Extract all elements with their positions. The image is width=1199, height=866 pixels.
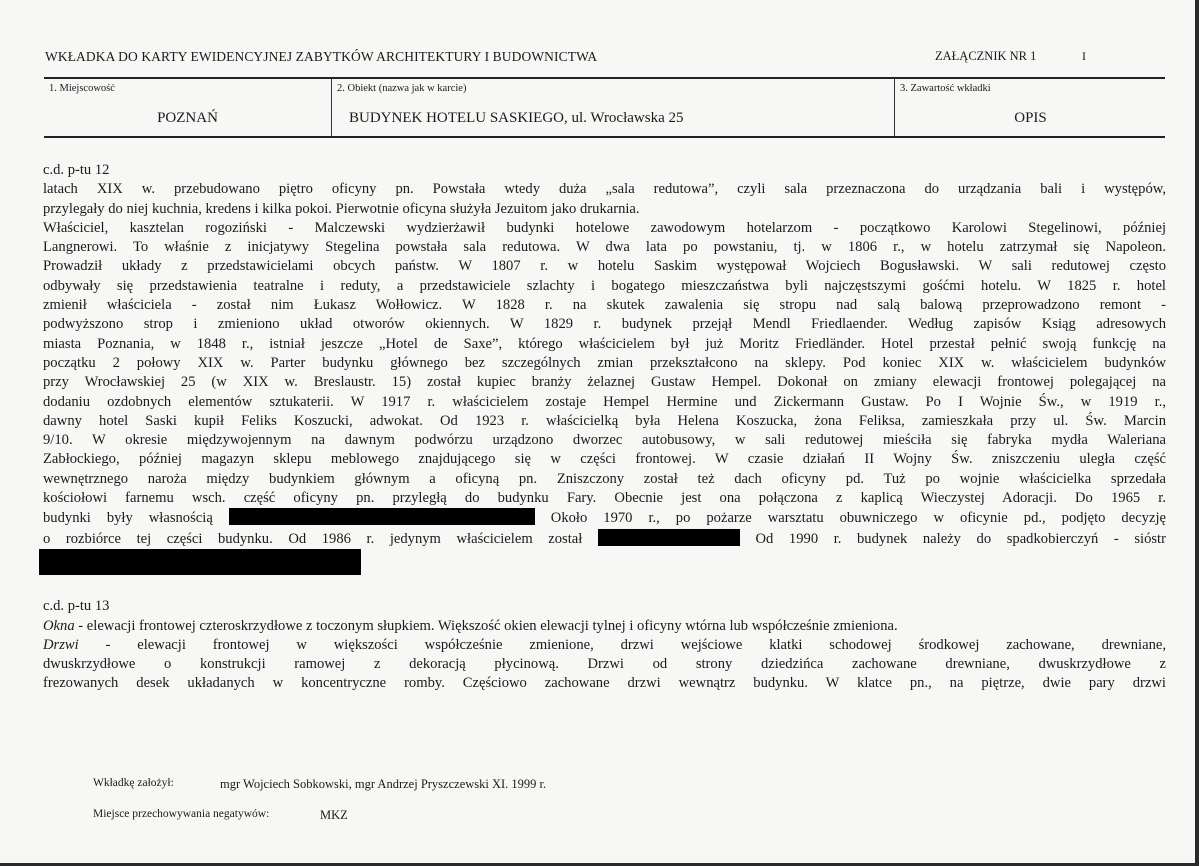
text-line: kościołowi farnemu wsch. część oficyny pn. przyległą do budynku Fary. Obecnie jest ona połączona z kaplicą Wieczystej Adoracji. Do 1965 r.	[43, 490, 1166, 507]
redaction-bar	[39, 549, 361, 575]
text-line: frezowanych desek układanych w koncentryczne romby. Częściowo zachowane drzwi wewnątrz budynku. W klatce pn., na piętrze, dwie pary drzwi	[43, 675, 1166, 692]
text-line: Langnerowi. To właśnie z inicjatywy Stegelina powstała sala redutowa. W dwa lata po powstaniu, tj. w 1806 r., w hotelu zatrzymał się Napoleon.	[43, 239, 1166, 256]
redaction-bar	[598, 529, 740, 546]
text-line: podwyższono strop i zmieniono układ otworów okiennych. W 1829 r. budynek przejął Mendl Friedlaender. Według zapisów Ksiąg adresowych	[43, 316, 1166, 333]
windows-line	[43, 617, 1166, 636]
locality-cell	[44, 79, 331, 136]
text-fragment: Od 1990 r. budynek należy do spadkobierczyń - sióstr	[755, 530, 1166, 547]
object-cell	[331, 79, 895, 136]
text-line: Właściciel, kasztelan rogoziński - Malczewski wydzierżawił budynki hotelowe zawodowym hotelarzom - początkowo Karolowi Stegelinowi, później	[43, 219, 1166, 236]
info-table	[44, 77, 1165, 138]
text-line: odbywały się przedstawienia teatralne i reduty, a przedstawiciele szlachty i bogatego mieszczaństwa byli najczęstszymi gośćmi hotelu. W 1825 r. hotel	[43, 277, 1166, 294]
text-line-redacted	[43, 529, 1166, 549]
text-line: Zabłockiego, później magazyn sklepu meblowego znajdującego się w części frontowej. W czasie działań II Wojny Św. zniszczeniu uległa część	[43, 451, 1166, 468]
text-line: dodaniu ozdobnych elementów sztukaterii. W 1917 r. właścicielem zostaje Hempel Hermine und Zickermann Gustaw. Po I Wojnie Św., w 1919 r.,	[43, 393, 1166, 410]
text-line: 9/10. W okresie międzywojennym na dawnym podwórzu urządzono dworzec autobusowy, w sali redutowej mieściła się fabryka mydła Waleriana	[43, 432, 1166, 449]
description-body	[43, 161, 1166, 694]
storage-label: Miejsce przechowywania negatywów:	[93, 808, 270, 820]
text-line: dawny hotel Saski kupił Feliks Koszucki, adwokat. Od 1923 r. właścicielką była Helena Koszucka, żona Feliksa, zamieszkała przy ul. Św. Marcin	[43, 412, 1166, 429]
locality-value: POZNAŃ	[157, 110, 218, 126]
author-label: Wkładkę założył:	[93, 777, 174, 789]
text-line: przylegały do niej kuchnia, kredens i kilka pokoi. Pierwotnie oficyna służyła Jezuitom jako drukarnia.	[43, 200, 640, 217]
text-line: dwuskrzydłowe o konstrukcji ramowej z dekoracją płycinową. Drzwi od strony dziedzińca zachowane drewniane, dwuskrzydłowe z	[43, 656, 1166, 673]
text-fragment: Około 1970 r., po pożarze warsztatu obuwniczego w oficynie pd., podjęto decyzję	[550, 510, 1166, 527]
windows-text: - elewacji frontowej czteroskrzydłowe z toczonym słupkiem. Większość okien elewacji tylnej i oficyny wtórna lub współcześnie zmieniona.	[74, 617, 898, 634]
text-line: latach XIX w. przebudowano piętro oficyny pn. Powstała wtedy duża „sala redutowa”, czyli sala przeznaczona do urządzania bali i występów,	[43, 181, 1166, 198]
storage-value: MKZ	[320, 808, 348, 822]
annex-number: ZAŁĄCZNIK NR 1	[935, 49, 1037, 63]
text-line-redacted	[43, 508, 1166, 528]
section-heading-12: c.d. p-tu 12	[43, 162, 110, 178]
text-line-redacted	[43, 549, 1166, 578]
text-line: zmienił właściciela - został nim Łukasz Wołłowicz. W 1828 r. na skutek zawalenia się stropu nad salą balową przeprowadzono remont -	[43, 297, 1166, 314]
windows-term: Okna	[43, 617, 75, 634]
text-fragment: budynki były własnością	[43, 510, 213, 527]
text-line: miasta Poznania, w 1848 r., istniał jeszcze „Hotel de Saxe”, którego właścicielem był już Moritz Friedländer. Hotel przestał pełnić swoją funkcję na	[43, 335, 1166, 352]
content-value: OPIS	[1014, 110, 1047, 126]
object-label: 2. Obiekt (nazwa jak w karcie)	[337, 83, 467, 94]
text-line: początku 2 połowy XIX w. Parter budynku głównego bez szczególnych zmian przekształcono na sklepy. Pod koniec XIX w. właścicielem budynków	[43, 354, 1166, 371]
scan-edge	[1195, 0, 1199, 866]
object-value: BUDYNEK HOTELU SASKIEGO, ul. Wrocławska 25	[349, 110, 684, 126]
section-heading-13: c.d. p-tu 13	[43, 598, 110, 615]
doors-line	[43, 636, 1166, 655]
doors-text: - elewacji frontowej w większości współcześnie zmienione, drzwi wejściowe klatki schodowej środkowej zachowane, drewniane,	[78, 636, 1166, 653]
locality-label: 1. Miejscowość	[49, 83, 115, 94]
text-line: wewnętrznego naroża między budynkiem głównym a oficyną pn. Zniszczony został też dach oficyny pd. Tuż po wojnie właścicielka sprzedała	[43, 470, 1166, 487]
annex-mark: I	[1082, 49, 1086, 63]
content-label: 3. Zawartość wkładki	[900, 83, 991, 94]
document-title: WKŁADKA DO KARTY EWIDENCYJNEJ ZABYTKÓW ARCHITEKTURY I BUDOWNICTWA	[45, 49, 598, 64]
text-fragment: o rozbiórce tej części budynku. Od 1986 r. jedynym właścicielem został	[43, 530, 583, 547]
redaction-bar	[229, 508, 535, 525]
text-line: przy Wrocławskiej 25 (w XIX w. Breslaustr. 15) został kupiec branży żelaznej Gustaw Hempel. Dokonał on zmiany elewacji frontowej polegającej na	[43, 374, 1166, 391]
text-line: Prowadził układy z przedstawicielami obcych państw. W 1807 r. w hotelu Saskim występował Wojciech Bogusławski. W sali redutowej często	[43, 258, 1166, 275]
content-cell	[894, 79, 1166, 136]
author-value: mgr Wojciech Sobkowski, mgr Andrzej Pryszczewski XI. 1999 r.	[220, 777, 547, 791]
doors-term: Drzwi	[43, 636, 79, 653]
